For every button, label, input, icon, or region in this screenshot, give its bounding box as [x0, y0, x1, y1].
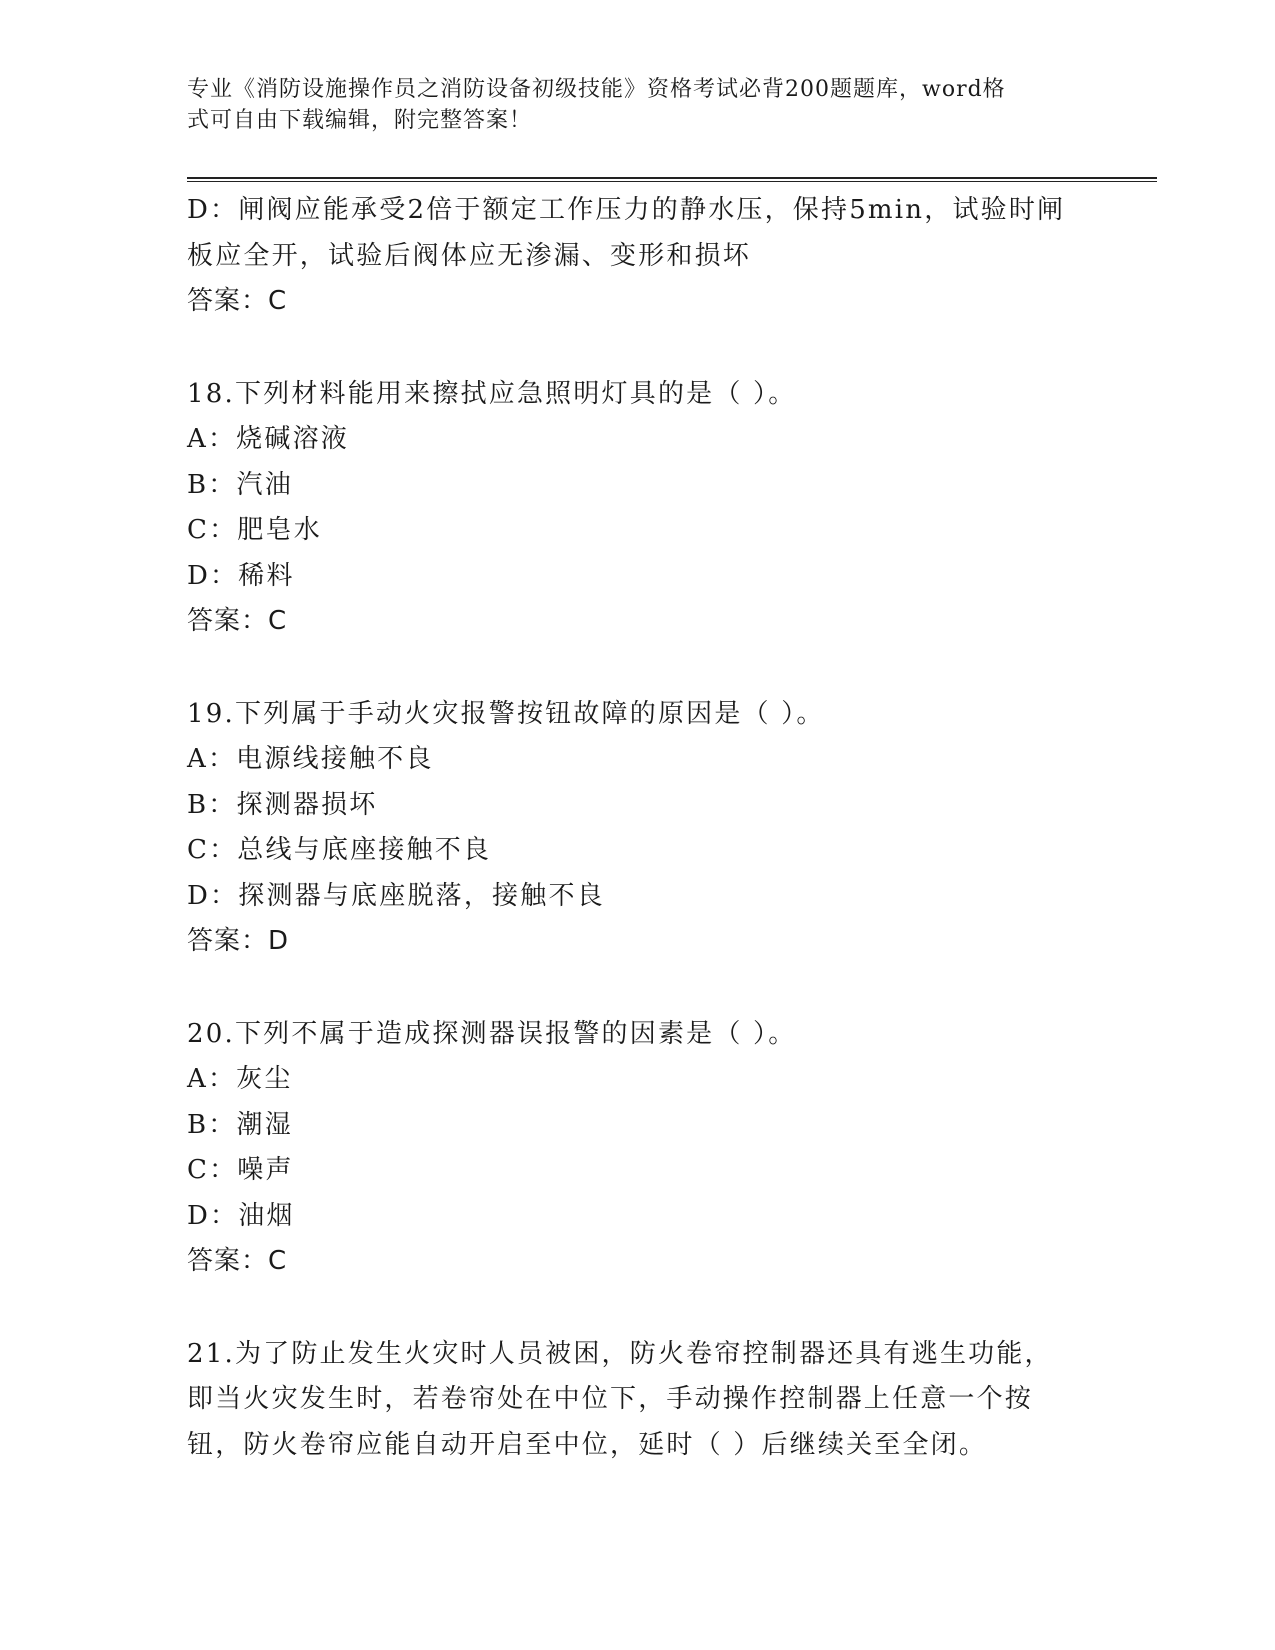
- option-b: B：潮湿: [187, 1109, 293, 1140]
- option-d: D：稀料: [187, 560, 295, 591]
- header-line-1: 专业《消防设施操作员之消防设备初级技能》资格考试必背200题题库，word格: [187, 77, 1006, 102]
- previous-question-tail: [187, 188, 1087, 325]
- spacer: [187, 965, 1087, 1012]
- answer-line: 答案：D: [187, 926, 290, 956]
- question-stem: 18.下列材料能用来擦拭应急照明灯具的是（ ）。: [187, 378, 797, 409]
- spacer: [187, 645, 1087, 692]
- question-20: [187, 1012, 1087, 1285]
- option-c: C：总线与底座接触不良: [187, 835, 492, 865]
- option-c: C：肥皂水: [187, 515, 322, 545]
- option-a: A：电源线接触不良: [187, 744, 434, 774]
- spacer: [187, 1285, 1087, 1332]
- option-d: D：闸阀应能承受2倍于额定工作压力的静水压，保持5min，试验时闸: [187, 195, 1066, 225]
- question-19: [187, 692, 1087, 965]
- header-line-2: 式可自由下载编辑，附完整答案！: [187, 108, 533, 133]
- option-d: D：油烟: [187, 1200, 295, 1231]
- question-stem-line-1: 21.为了防止发生火灾时人员被困，防火卷帘控制器还具有逃生功能，: [187, 1338, 1053, 1369]
- option-d-continued: 板应全开，试验后阀体应无渗漏、变形和损坏: [187, 240, 752, 271]
- answer-line: 答案：C: [187, 606, 288, 636]
- option-a: A：烧碱溶液: [187, 424, 349, 454]
- option-d: D：探测器与底座脱落，接触不良: [187, 880, 605, 911]
- question-18: [187, 372, 1087, 645]
- option-a: A：灰尘: [187, 1064, 293, 1094]
- question-stem: 19.下列属于手动火灾报警按钮故障的原因是（ ）。: [187, 698, 825, 729]
- option-c: C：噪声: [187, 1155, 294, 1185]
- question-stem-line-2: 即当火灾发生时，若卷帘处在中位下，手动操作控制器上任意一个按: [187, 1384, 1034, 1414]
- question-21: [187, 1332, 1087, 1469]
- question-content: [187, 188, 1087, 1468]
- header-divider: [187, 177, 1157, 182]
- answer-line: 答案：C: [187, 286, 288, 316]
- spacer: [187, 325, 1087, 372]
- answer-line: 答案：C: [187, 1246, 288, 1276]
- document-header: [187, 74, 1087, 136]
- question-stem: 20.下列不属于造成探测器误报警的因素是（ ）。: [187, 1018, 797, 1049]
- option-b: B：探测器损坏: [187, 789, 378, 820]
- option-b: B：汽油: [187, 469, 293, 500]
- question-stem-line-3: 钮，防火卷帘应能自动开启至中位，延时（ ）后继续关至全闭。: [187, 1429, 988, 1460]
